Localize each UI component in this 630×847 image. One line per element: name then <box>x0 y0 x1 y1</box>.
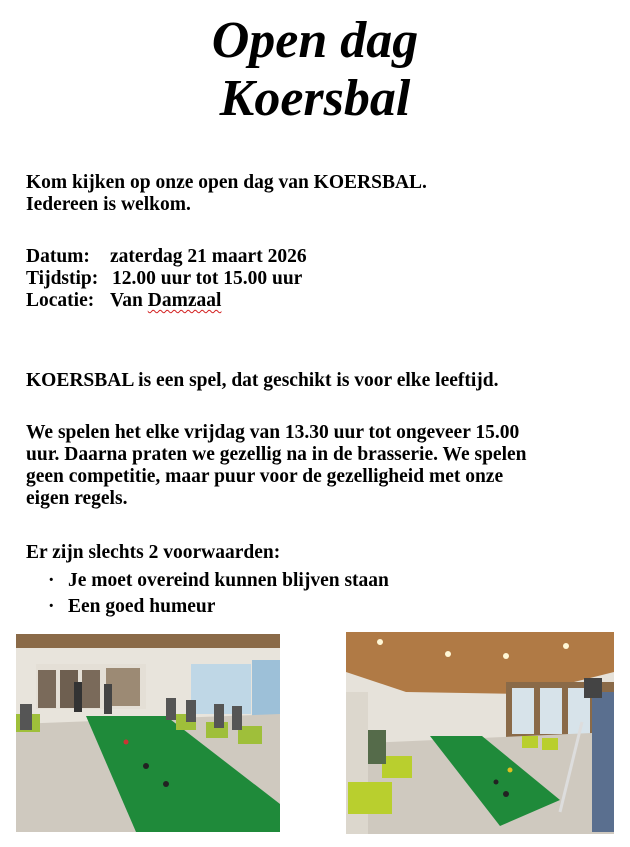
event-details <box>26 246 606 312</box>
bullet-icon: · <box>48 570 55 591</box>
detail-tijdstip <box>26 268 606 290</box>
detail-locatie <box>26 290 606 312</box>
description-line: KOERSBAL is een spel, dat geschikt is voor elke leeftijd. <box>26 370 499 391</box>
conditions-intro-line: Er zijn slechts 2 voorwaarden: <box>26 542 281 563</box>
title-line-1: Open dag <box>211 12 419 69</box>
tijdstip-label: Tijdstip: <box>26 268 99 289</box>
koersbal-photo-right <box>346 632 614 834</box>
locatie-value-name: Damzaal <box>147 290 222 311</box>
condition-text-1: Je moet overeind kunnen blijven staan <box>68 570 389 591</box>
koersbal-photo-left <box>16 634 280 832</box>
locatie-value-prefix: Van <box>110 290 148 311</box>
koersbal-photo-right-drawing <box>346 632 614 834</box>
schedule-line-4: eigen regels. <box>26 488 128 509</box>
description-text <box>26 370 606 392</box>
intro-line-1: Kom kijken op onze open dag van KOERSBAL. <box>26 172 427 193</box>
detail-datum <box>26 246 606 268</box>
poster-title <box>0 12 630 128</box>
condition-item-2 <box>48 594 389 620</box>
title-line-2: Koersbal <box>219 70 411 127</box>
condition-text-2: Een goed humeur <box>68 596 216 617</box>
datum-value: zaterdag 21 maart 2026 <box>110 246 307 267</box>
conditions-intro <box>26 542 606 564</box>
schedule-line-3: geen competitie, maar puur voor de gezelligheid met onze <box>26 466 504 487</box>
intro-text <box>26 172 606 216</box>
intro-line-2: Iedereen is welkom. <box>26 194 191 215</box>
schedule-text <box>26 422 606 510</box>
datum-label: Datum: <box>26 246 90 267</box>
koersbal-photo-left-drawing <box>16 634 280 832</box>
conditions-list <box>48 568 389 620</box>
schedule-line-2: uur. Daarna praten we gezellig na in de brasserie. We spelen <box>26 444 527 465</box>
bullet-icon: · <box>48 596 55 617</box>
condition-item-1 <box>48 568 389 594</box>
locatie-label: Locatie: <box>26 290 95 311</box>
schedule-line-1: We spelen het elke vrijdag van 13.30 uur tot ongeveer 15.00 <box>26 422 520 443</box>
tijdstip-value: 12.00 uur tot 15.00 uur <box>112 268 303 289</box>
